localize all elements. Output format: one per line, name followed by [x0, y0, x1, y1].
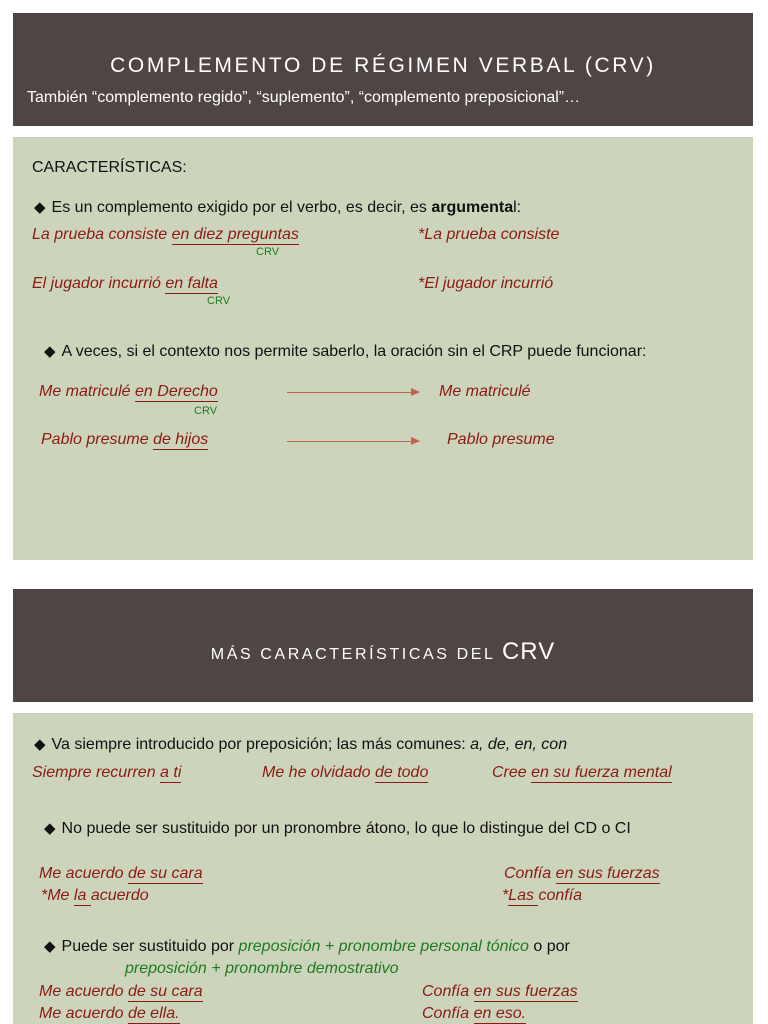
crv-phrase: de su cara	[127, 865, 203, 882]
bullet-argumental: ◆ Es un complemento exigido por el verbo, es decir, es argumental:	[34, 199, 522, 216]
example-confia-2: Confía en sus fuerzas	[422, 983, 578, 1000]
crv-phrase: en sus fuerzas	[555, 865, 660, 882]
bullet-preposicion: ◆ Va siempre introducido por preposición; las más comunes: a, de, en, con	[34, 736, 568, 753]
crv-phrase: en sus fuerzas	[473, 983, 578, 1000]
example-incurrio: El jugador incurrió en falta	[32, 275, 218, 292]
example-presume: Pablo presume de hijos	[41, 431, 209, 448]
crv-label: CRV	[207, 295, 231, 307]
slide2-title: MÁS CARACTERÍSTICAS DEL CRV	[210, 638, 556, 665]
crv-label: CRV	[194, 405, 218, 417]
bullet-pronombre-atono: ◆ No puede ser sustituido por un pronombre átono, lo que lo distingue del CD o CI	[44, 820, 631, 837]
example-incurrio-bad: *El jugador incurrió	[418, 275, 554, 292]
crv-phrase: en Derecho	[135, 383, 218, 400]
crv-phrase: de ella.	[127, 1005, 180, 1022]
example-consiste-bad: *La prueba consiste	[418, 226, 560, 243]
crv-phrase: en diez preguntas	[171, 226, 299, 243]
example-olvidado: Me he olvidado de todo	[262, 764, 429, 781]
example-confia: Confía en sus fuerzas	[504, 865, 660, 882]
slide2-header	[13, 589, 753, 702]
slide1-title: COMPLEMENTO DE RÉGIMEN VERBAL (CRV)	[110, 54, 656, 77]
example-acuerdo-ella: Me acuerdo de ella.	[39, 1005, 180, 1022]
example-acuerdo: Me acuerdo de su cara	[39, 865, 203, 882]
example-matricule: Me matriculé en Derecho	[39, 383, 218, 400]
diamond-bullet-icon: ◆	[34, 736, 46, 753]
example-cree: Cree en su fuerza mental	[492, 764, 672, 781]
diamond-bullet-icon: ◆	[44, 820, 56, 837]
example-acuerdo-bad: *Me la acuerdo	[41, 887, 149, 904]
diamond-bullet-icon: ◆	[44, 938, 56, 955]
diamond-bullet-icon: ◆	[44, 343, 56, 360]
example-confia-eso: Confía en eso.	[422, 1005, 527, 1022]
slide1-header	[13, 13, 753, 126]
example-presume-result: Pablo presume	[447, 431, 555, 448]
crv-phrase: a ti	[160, 764, 182, 781]
slide1-body	[13, 137, 753, 560]
diamond-bullet-icon: ◆	[34, 199, 46, 216]
example-consiste: La prueba consiste en diez preguntas	[32, 226, 299, 243]
example-matricule-result: Me matriculé	[439, 383, 531, 400]
example-recurren: Siempre recurren a ti	[32, 764, 182, 781]
crv-phrase: en eso.	[473, 1005, 527, 1022]
bullet-sustituido-line2: preposición + pronombre demostrativo	[125, 960, 399, 977]
slide2-body	[13, 713, 753, 1024]
crv-phrase: de hijos	[153, 431, 209, 448]
crv-phrase: de todo	[374, 764, 429, 781]
section-label: CARACTERÍSTICAS:	[32, 159, 187, 176]
example-acuerdo-2: Me acuerdo de su cara	[39, 983, 203, 1000]
bullet-a-veces: ◆ A veces, si el contexto nos permite saberlo, la oración sin el CRP puede funcionar:	[44, 343, 647, 360]
crv-phrase: en falta	[165, 275, 218, 292]
example-confia-bad: *Las confía	[502, 887, 583, 904]
arrow-icon	[287, 392, 419, 393]
crv-phrase: en su fuerza mental	[531, 764, 672, 781]
crv-label: CRV	[256, 246, 280, 258]
slide1-subtitle: También “complemento regido”, “suplemento”, “complemento preposicional”…	[27, 89, 581, 106]
arrow-icon	[287, 441, 419, 442]
crv-phrase: de su cara	[127, 983, 203, 1000]
bullet-sustituido: ◆ Puede ser sustituido por preposición + pronombre personal tónico o por	[44, 938, 570, 955]
